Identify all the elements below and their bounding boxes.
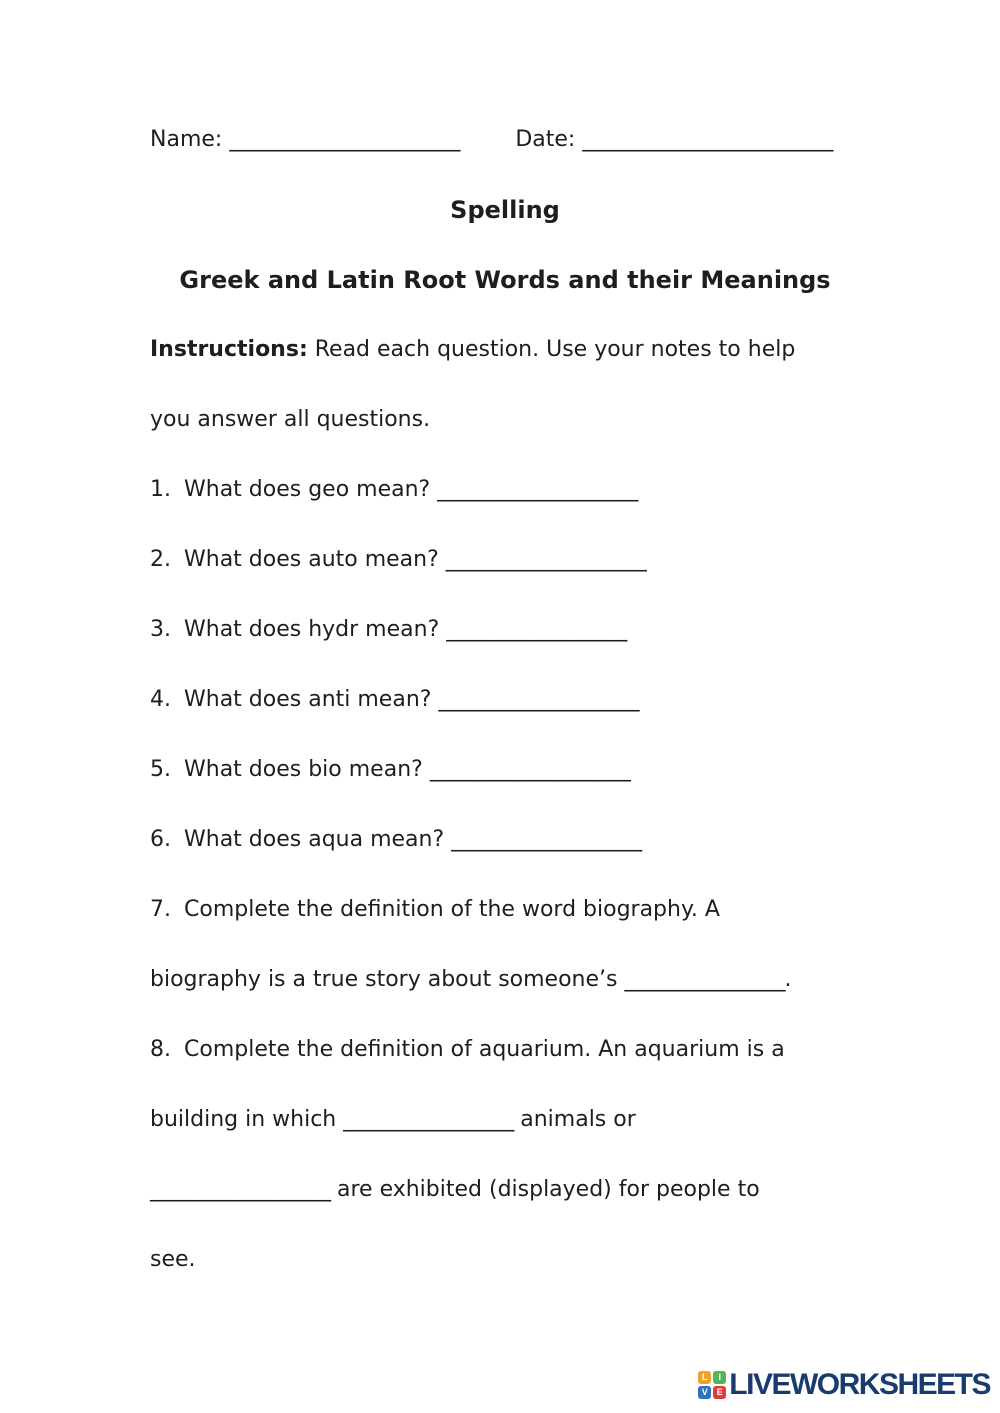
question-line-6 <box>150 805 860 875</box>
question-line-8 <box>150 1015 860 1085</box>
question-text: What does hydr mean? <box>184 617 447 642</box>
answer-blank[interactable]: _________________ <box>343 1107 514 1132</box>
question-line-3 <box>150 595 860 665</box>
question-text: What does anti mean? <box>184 687 439 712</box>
question-text: What does bio mean? <box>184 757 430 782</box>
question-line-4 <box>150 665 860 735</box>
answer-blank[interactable]: __________________ <box>446 617 627 642</box>
question-number: 2. <box>150 547 171 572</box>
question-text: biography is a true story about someone’s <box>150 967 625 992</box>
question-number: 7. <box>150 897 171 922</box>
logo-tile-i: I <box>713 1371 726 1384</box>
logo-tile-e: E <box>713 1386 726 1399</box>
instructions-text: Read each question. Use your notes to help <box>307 337 796 362</box>
question-text: Complete the definition of aquarium. An aquarium is a <box>184 1037 785 1062</box>
answer-blank[interactable]: ____________________ <box>429 757 630 782</box>
name-date-row <box>150 105 860 175</box>
name-blank[interactable]: _______________________ <box>229 127 460 152</box>
question-number: 3. <box>150 617 171 642</box>
date-blank[interactable]: _________________________ <box>582 127 833 152</box>
answer-blank[interactable]: ____________________ <box>438 687 639 712</box>
logo-tile-l: L <box>698 1371 711 1384</box>
question-number: 5. <box>150 757 171 782</box>
question-number: 1. <box>150 477 171 502</box>
worksheet-content <box>150 105 860 1295</box>
question-number: 6. <box>150 827 171 852</box>
instructions-label: Instructions: <box>150 337 308 362</box>
question-line-2 <box>150 525 860 595</box>
question-line-8-cont-2 <box>150 1155 860 1225</box>
answer-blank[interactable]: ________________ <box>624 967 785 992</box>
question-line-7-cont <box>150 945 860 1015</box>
question-line-1 <box>150 455 860 525</box>
question-text: What does aqua mean? <box>184 827 452 852</box>
answer-blank[interactable]: ____________________ <box>437 477 638 502</box>
name-label: Name: <box>150 127 223 152</box>
answer-blank[interactable]: ____________________ <box>445 547 646 572</box>
question-text: building in which <box>150 1107 344 1132</box>
question-number: 4. <box>150 687 171 712</box>
question-text: What does geo mean? <box>184 477 438 502</box>
logo-tile-v: V <box>698 1386 711 1399</box>
liveworksheets-wordmark: LIVEWORKSHEETS <box>729 1368 990 1401</box>
question-text: Complete the definition of the word biography. A <box>184 897 720 922</box>
question-text: are exhibited (displayed) for people to <box>330 1177 760 1202</box>
page-title: Greek and Latin Root Words and their Meanings <box>179 266 831 294</box>
question-line-7 <box>150 875 860 945</box>
instructions-line-1 <box>150 315 860 385</box>
question-line-8-cont-3 <box>150 1225 860 1295</box>
question-line-5 <box>150 735 860 805</box>
question-number: 8. <box>150 1037 171 1062</box>
answer-blank[interactable]: ___________________ <box>451 827 642 852</box>
answer-blank[interactable]: __________________ <box>150 1177 330 1202</box>
date-label: Date: <box>515 127 576 152</box>
liveworksheets-tiles-icon <box>698 1371 726 1399</box>
question-text: animals or <box>513 1107 636 1132</box>
question-line-8-cont-1 <box>150 1085 860 1155</box>
liveworksheets-logo[interactable] <box>698 1368 990 1402</box>
question-text: What does auto mean? <box>184 547 446 572</box>
instructions-line-2: you answer all questions. <box>150 407 431 432</box>
subject-heading: Spelling <box>450 196 560 224</box>
question-text: see. <box>150 1247 196 1272</box>
question-text: . <box>784 967 792 992</box>
